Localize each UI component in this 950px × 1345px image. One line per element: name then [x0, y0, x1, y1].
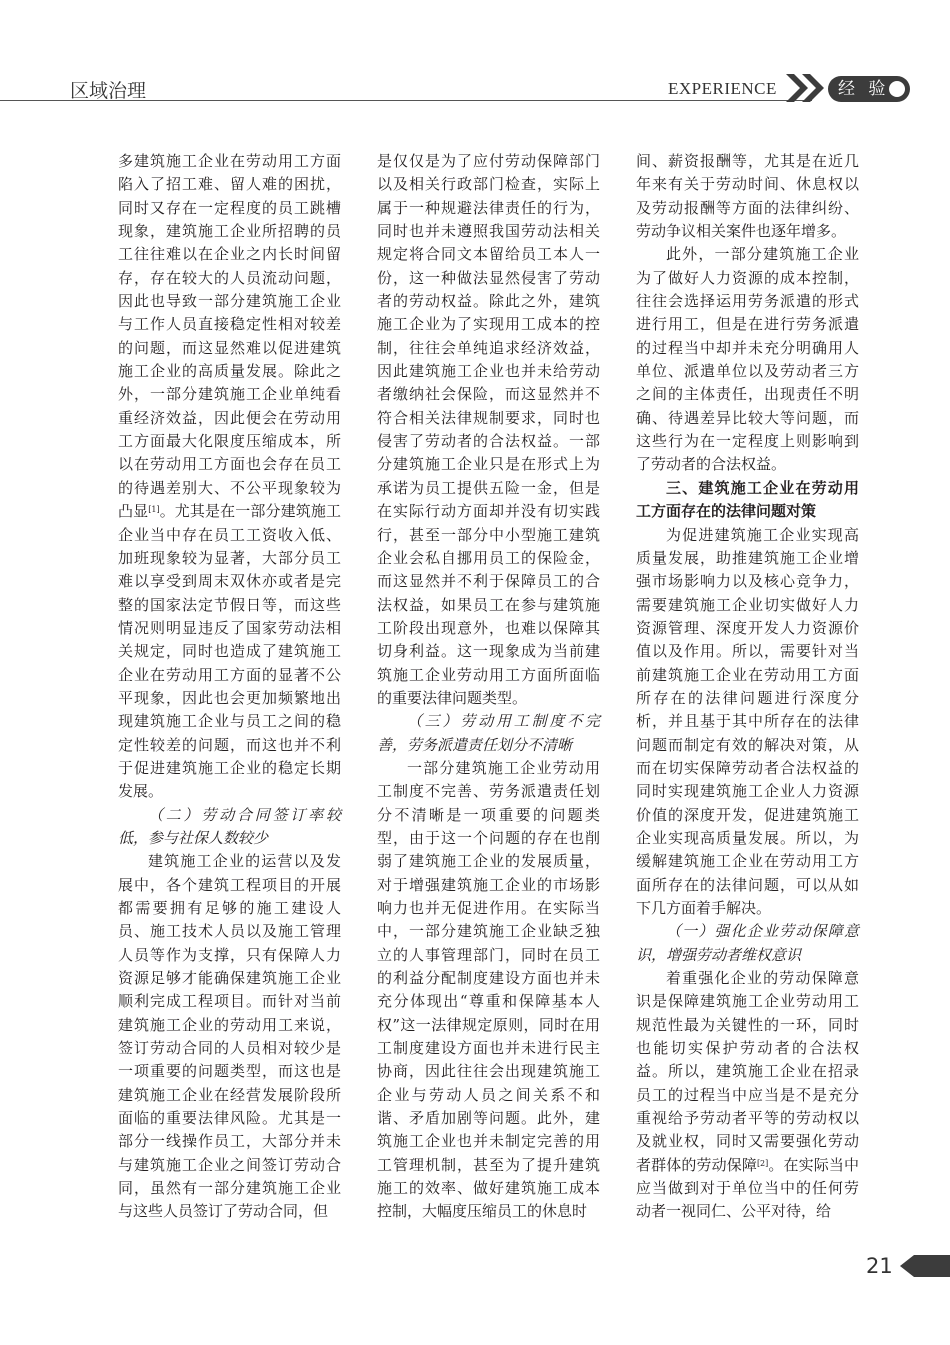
- paragraph-text: 多建筑施工企业在劳动用工方面陷入了招工难、留人难的困扰，同时又存在一定程度的员工跳槽现象，建筑施工企业所招聘的员工往往难以在企业之内长时间留存，存在较大的人员流动问题，因此也导致一部分建筑施工企业与工作人员直接稳定性相对较差的问题，而这显然难以促进建筑施工企业的高质量发展。除此之外，一部分建筑施工企业单纯看重经济效益，因此便会在劳动用工方面最大化限度压缩成本，所以在劳动用工方面也会存在员工的待遇差别大、不公平现象较为凸显: [118, 152, 341, 521]
- section-heading: [377, 710, 600, 757]
- page-number: 21: [866, 1254, 893, 1278]
- paragraph-text: 着重强化企业的劳动保障意识是保障建筑施工企业劳动用工规范性最为关键性的一环，同时也能切实保护劳动者的合法权益。所以，建筑施工企业在招录员工的过程当中应当是不是充分重视给予劳动者平等的劳动权以及就业权，同时又需要强化劳动者群体的劳动保障: [636, 969, 859, 1174]
- circle-icon: [889, 81, 905, 97]
- citation-ref: [1]: [148, 505, 160, 515]
- body-paragraph: [118, 150, 341, 804]
- section-heading: [636, 920, 859, 967]
- body-paragraph: [118, 850, 341, 1224]
- citation-ref: [2]: [756, 1158, 769, 1168]
- text-column-2: [377, 150, 600, 1224]
- paragraph-text: 三、建筑施工企业在劳动用工方面存在的法律问题对策: [636, 478, 859, 521]
- paragraph-text: 是仅仅是为了应付劳动保障部门以及相关行政部门检查，实际上属于一种规避法律责任的行为，同时也并未遵照我国劳动法相关规定将合同文本留给员工本人一份，这一种做法显然侵害了劳动者的劳动权益。除此之外，建筑施工企业为了实现用工成本的控制，往往会单纯追求经济效益，因此建筑施工企业也并未给劳动者缴纳社会保险，而这显然并不符合相关法律规制要求，同时也侵害了劳动者的合法权益。一部分建筑施工企业只是在形式上为承诺为员工提供五险一金，但是在实际行动方面却并没有切实践行，甚至一部分中小型施工建筑企业会私自挪用员工的保险金，而这显然并不利于保障员工的合法权益，如果员工在参与建筑施工阶段出现意外，也难以保障其切身利益。这一现象成为当前建筑施工企业劳动用工方面所面临的重要法律问题类型。: [377, 152, 600, 707]
- paragraph-text: （二）劳动合同签订率较低，参与社保人数较少: [118, 805, 341, 847]
- paragraph-text: 间、薪资报酬等，尤其是在近几年来有关于劳动时间、休息权以及劳动报酬等方面的法律纠纷、劳动争议相关案件也逐年增多。: [636, 152, 859, 241]
- section-title: 区域治理: [70, 80, 147, 102]
- body-paragraph: [636, 524, 859, 921]
- section-heading: [118, 804, 341, 851]
- header-rule: [0, 100, 812, 101]
- body-paragraph: [377, 150, 600, 710]
- body-paragraph: [377, 757, 600, 1224]
- paragraph-text: （一）强化企业劳动保障意识，增强劳动者维权意识: [636, 922, 859, 964]
- header-tag: [828, 76, 910, 102]
- body-paragraph: [636, 967, 859, 1224]
- chevron-double-icon: [786, 74, 830, 102]
- paragraph-text: 。在实际当中应当做到对于单位当中的任何劳动者一视同仁、公平对待，给: [636, 1155, 859, 1221]
- header-tag-label: 经 验: [838, 79, 890, 99]
- body-paragraph: [636, 150, 859, 243]
- text-column-1: [118, 150, 341, 1224]
- page-tab-icon: [900, 1255, 950, 1277]
- paragraph-text: 。尤其是在一部分建筑施工企业当中存在员工工资收入低、加班现象较为显著，大部分员工难以享受到周末双休亦或者是完整的国家法定节假日等，而这些情况则明显违反了国家劳动法相关规定，同时也造成了建筑施工企业在劳动用工方面的显著不公平现象，因此也会更加频繁地出现建筑施工企业与员工之间的稳定性较差的问题，而这也并不利于促进建筑施工企业的稳定长期发展。: [118, 502, 341, 801]
- text-column-3: [636, 150, 859, 1224]
- paragraph-text: （三）劳动用工制度不完善，劳务派遣责任划分不清晰: [377, 712, 600, 754]
- body-paragraph: [636, 243, 859, 476]
- header-english-label: EXPERIENCE: [668, 79, 777, 98]
- paragraph-text: 一部分建筑施工企业劳动用工制度不完善、劳务派遣责任划分不清晰是一项重要的问题类型，由于这一个问题的存在也削弱了建筑施工企业的发展质量，对于增强建筑施工企业的市场影响力也并无促进作用。在实际当中，一部分建筑施工企业缺乏独立的人事管理部门，同时在员工的利益分配制度建设方面也并未充分体现出“尊重和保障基本人权”这一法律规定原则，同时在用工制度建设方面也并未进行民主协商，因此往往会出现建筑施工企业与劳动人员之间关系不和谐、矛盾加剧等问题。此外，建筑施工企业也并未制定完善的用工管理机制，甚至为了提升建筑施工的效率、做好建筑施工成本控制，大幅度压缩员工的休息时: [377, 758, 600, 1221]
- section-heading: [636, 477, 859, 524]
- paragraph-text: 此外，一部分建筑施工企业为了做好人力资源的成本控制，往往会选择运用劳务派遣的形式进行用工，但是在进行劳务派遣的过程当中却并未充分明确用人单位、派遣单位以及劳动者三方之间的主体责任，出现责任不明确、待遇差异比较大等问题，而这些行为在一定程度上则影响到了劳动者的合法权益。: [636, 245, 859, 474]
- paragraph-text: 为促进建筑施工企业实现高质量发展，助推建筑施工企业增强市场影响力以及核心竞争力，需要建筑施工企业切实做好人力资源管理、深度开发人力资源价值以及作用。所以，需要针对当前建筑施工企业在劳动用工方面所存在的法律问题进行深度分析，并且基于其中所存在的法律问题而制定有效的解决对策，从而在切实保障劳动者合法权益的同时实现建筑施工企业人力资源价值的深度开发，促进建筑施工企业实现高质量发展。所以，为缓解建筑施工企业在劳动用工方面所存在的法律问题，可以从如下几方面着手解决。: [636, 525, 859, 917]
- paragraph-text: 建筑施工企业的运营以及发展中，各个建筑工程项目的开展都需要拥有足够的施工建设人员、施工技术人员以及施工管理人员等作为支撑，只有保障人力资源足够才能确保建筑施工企业顺利完成工程项目。而针对当前建筑施工企业的劳动用工来说，签订劳动合同的人员相对较少是一项重要的问题类型，而这也是建筑施工企业在经营发展阶段所面临的重要法律风险。尤其是一部分一线操作员工，大部分并未与建筑施工企业之间签订劳动合同，虽然有一部分建筑施工企业与这些人员签订了劳动合同，但: [118, 852, 341, 1221]
